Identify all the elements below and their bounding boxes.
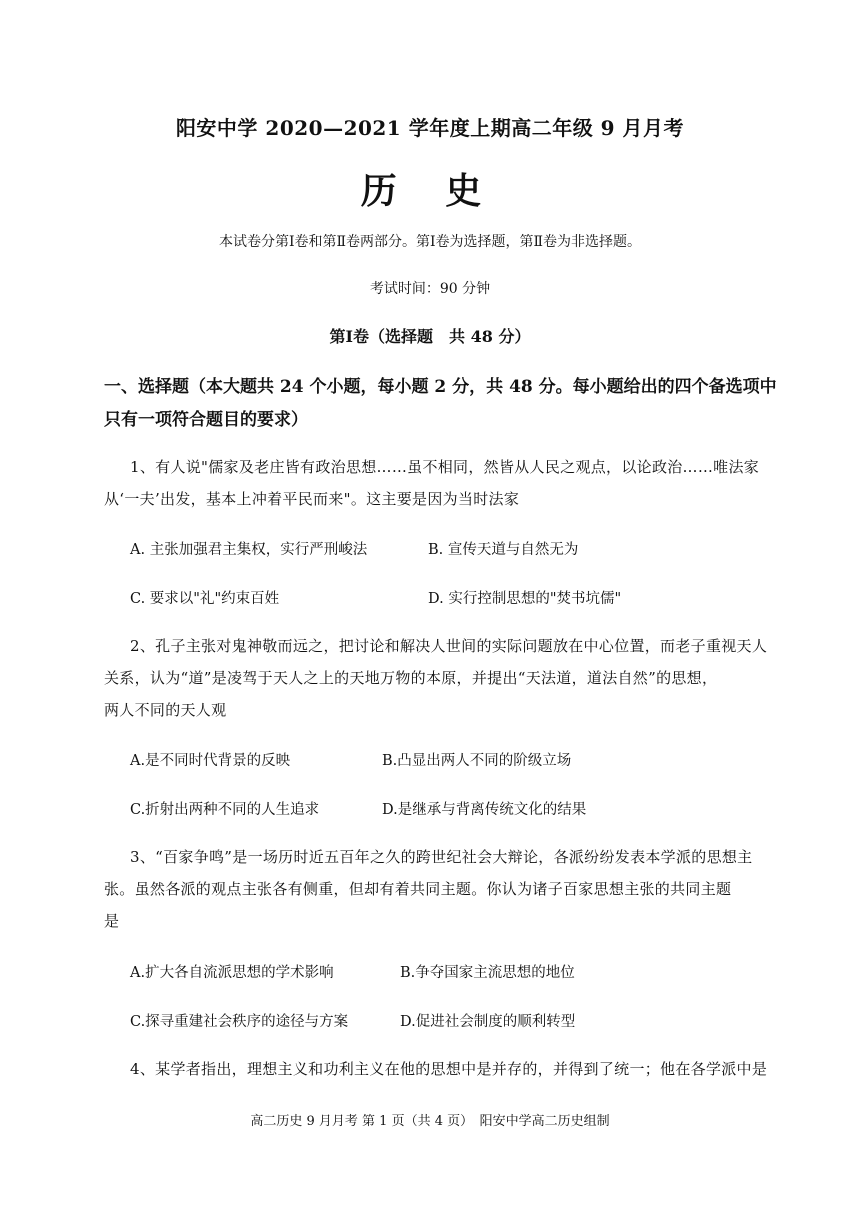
question-1-option-b: B. 宣传天道与自然无为 — [428, 542, 579, 558]
page-footer: 高二历史 9 月月考 第 1 页（共 4 页） 阳安中学高二历史组制 — [250, 1114, 610, 1129]
section-heading-line-2: 只有一项符合题目的要求） — [104, 410, 308, 430]
exam-title: 阳安中学 2020—2021 学年度上期高二年级 9 月月考 — [175, 116, 685, 140]
question-1-line-1: 1、有人说"儒家及老庄皆有政治思想……虽不相同，然皆从人民之观点，以论政治……唯法家 — [130, 458, 760, 476]
question-2-line-1: 2、孔子主张对鬼神敬而远之，把讨论和解决人世间的实际问题放在中心位置，而老子重视天人 — [130, 637, 768, 655]
question-3-option-c: C.探寻重建社会秩序的途径与方案 — [130, 1014, 349, 1030]
question-1-line-2: 从‘一夫’出发，基本上冲着平民而来"。这主要是因为当时法家 — [104, 490, 520, 508]
question-2-option-b: B.凸显出两人不同的阶级立场 — [382, 753, 572, 769]
section-heading-line-1: 一、选择题（本大题共 24 个小题，每小题 2 分，共 48 分。每小题给出的四个备选项中 — [104, 377, 777, 397]
volume-heading: 第Ⅰ卷（选择题 共 48 分） — [329, 327, 531, 346]
question-3-option-a: A.扩大各自流派思想的学术影响 — [130, 965, 334, 981]
question-2-option-c: C.折射出两种不同的人生追求 — [130, 802, 320, 818]
exam-intro: 本试卷分第Ⅰ卷和第Ⅱ卷两部分。第Ⅰ卷为选择题，第Ⅱ卷为非选择题。 — [218, 234, 642, 250]
question-2-line-2: 关系，认为“道”是凌驾于天人之上的天地万物的本原，并提出“天法道，道法自然”的思想， — [104, 669, 718, 687]
exam-time: 考试时间：90 分钟 — [369, 281, 491, 297]
question-1-option-c: C. 要求以"礼"约束百姓 — [130, 591, 280, 607]
question-3-option-d: D.促进社会制度的顺利转型 — [400, 1014, 576, 1030]
question-1-option-a: A. 主张加强君主集权，实行严刑峻法 — [130, 542, 368, 558]
question-4-line-1: 4、某学者指出，理想主义和功利主义在他的思想中是并存的，并得到了统一；他在各学派中是 — [130, 1060, 768, 1078]
subject-title: 历 史 — [360, 170, 500, 212]
question-3-line-1: 3、“百家争鸣”是一场历时近五百年之久的跨世纪社会大辩论，各派纷纷发表本学派的思想主 — [130, 848, 753, 866]
question-2-option-a: A.是不同时代背景的反映 — [130, 753, 291, 769]
question-2-option-d: D.是继承与背离传统文化的结果 — [382, 802, 587, 818]
question-3-option-b: B.争夺国家主流思想的地位 — [400, 965, 575, 981]
question-3-line-3: 是 — [104, 912, 120, 930]
question-3-line-2: 张。虽然各派的观点主张各有侧重，但却有着共同主题。你认为诸子百家思想主张的共同主题 — [104, 880, 732, 898]
question-1-option-d: D. 实行控制思想的"焚书坑儒" — [428, 591, 622, 607]
question-2-line-3: 两人不同的天人观 — [104, 701, 227, 719]
